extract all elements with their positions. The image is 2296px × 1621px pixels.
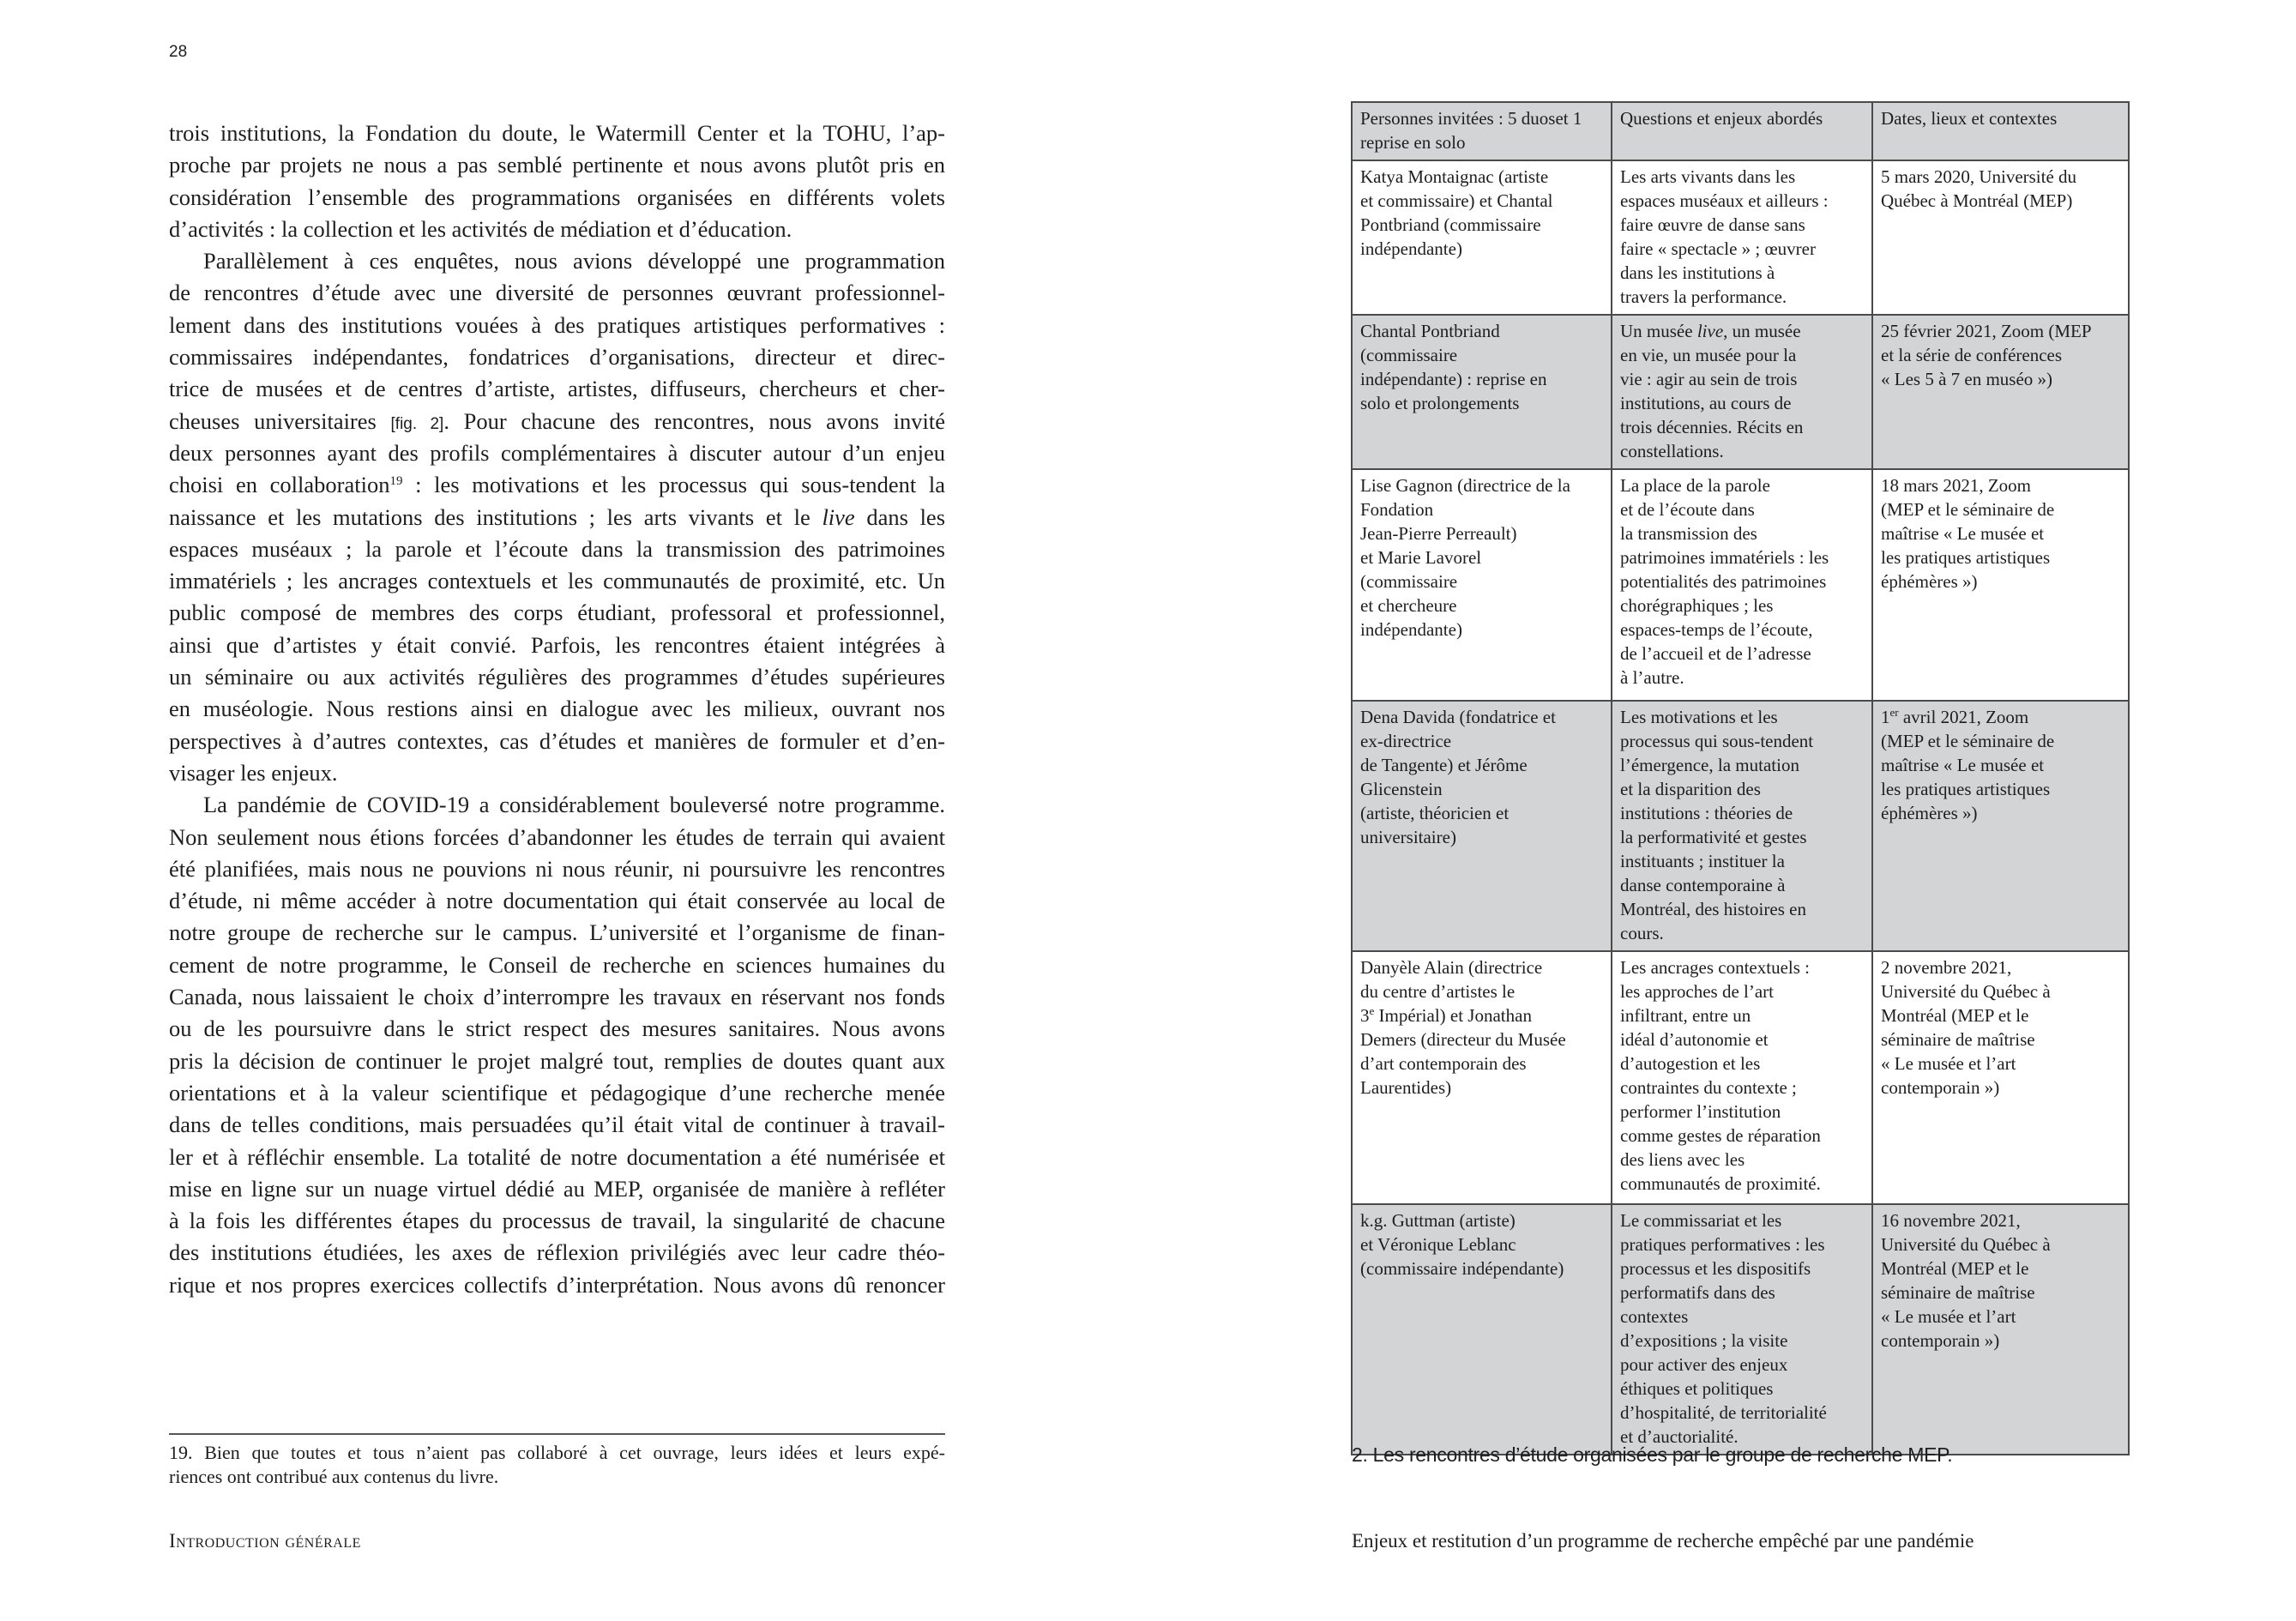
cell-line: Fondation xyxy=(1360,499,1434,520)
body-line xyxy=(169,502,945,533)
body-text-run: naissance et les mutations des institutions ; les arts vivants et le xyxy=(169,503,823,530)
cell-line: contemporain ») xyxy=(1881,1077,2000,1098)
cell-dates xyxy=(1872,315,2129,469)
body-line: public composé de membres des corps étudiant, professoral et professionnel, xyxy=(169,600,945,626)
cell-line: en vie, un musée pour la xyxy=(1620,345,1797,365)
cell-line: faire œuvre de danse sans xyxy=(1620,214,1805,235)
cell-guests xyxy=(1352,469,1612,701)
body-text-run: choisi en collaboration xyxy=(169,472,390,498)
table-row xyxy=(1352,701,2129,951)
cell-line: et Véronique Leblanc xyxy=(1360,1234,1516,1255)
cell-line: du centre d’artistes le xyxy=(1360,981,1516,1002)
table-header-row xyxy=(1352,102,2129,160)
cell-line: Les ancrages contextuels : xyxy=(1620,957,1810,978)
cell-guests xyxy=(1352,701,1612,951)
cell-line: Les arts vivants dans les xyxy=(1620,166,1796,187)
body-line: immatériels ; les ancrages contextuels et les communautés de proximité, etc. Un xyxy=(169,568,945,594)
footnote-line: riences ont contribué aux contenus du livre. xyxy=(169,1466,499,1487)
cell-line: communautés de proximité. xyxy=(1620,1173,1821,1194)
cell-line: 5 mars 2020, Université du xyxy=(1881,166,2077,187)
cell-line: à l’autre. xyxy=(1620,667,1684,688)
italic-term: live xyxy=(822,503,855,530)
cell-line: idéal d’autonomie et xyxy=(1620,1029,1769,1050)
body-line: trois institutions, la Fondation du doute, le Watermill Center et la TOHU, l’ap- xyxy=(169,120,945,146)
cell-line: maîtrise « Le musée et xyxy=(1881,523,2045,544)
cell-line: processus qui sous-tendent xyxy=(1620,731,1814,751)
cell-line: processus et les dispositifs xyxy=(1620,1258,1811,1279)
body-line: trice de musées et de centres d’artiste, artistes, diffuseurs, chercheurs et cher- xyxy=(169,376,945,402)
cell-line: contraintes du contexte ; xyxy=(1620,1077,1797,1098)
body-line: commissaires indépendantes, fondatrices d’organisations, directeur et direc- xyxy=(169,344,945,371)
cell-line: maîtrise « Le musée et xyxy=(1881,755,2045,775)
cell-line: et chercheure xyxy=(1360,595,1457,616)
footnote-divider xyxy=(169,1433,945,1435)
cell-line: séminaire de maîtrise xyxy=(1881,1029,2035,1050)
body-line: ainsi que d’artistes y était convié. Parfois, les rencontres étaient intégrées à xyxy=(169,631,945,658)
body-line: rique et nos propres exercices collectifs d’interprétation. Nous avons dû renoncer xyxy=(169,1271,945,1298)
cell-line: séminaire de maîtrise xyxy=(1881,1282,2035,1303)
cell-line: et la disparition des xyxy=(1620,779,1761,799)
cell-line: (MEP et le séminaire de xyxy=(1881,731,2055,751)
running-footer-right: Enjeux et restitution d’un programme de recherche empêché par une pandémie xyxy=(1352,1530,1974,1552)
header-line: Personnes invitées : 5 duos xyxy=(1360,108,1556,129)
cell-line: Danyèle Alain (directrice xyxy=(1360,957,1543,978)
cell-topics xyxy=(1612,160,1872,315)
cell-line: et la série de conférences xyxy=(1881,345,2063,365)
cell-line: dans les institutions à xyxy=(1620,262,1775,283)
figure-caption: 2. Les rencontres d’étude organisées par le groupe de recherche MEP. xyxy=(1352,1443,1953,1466)
cell-line: et commissaire) et Chantal xyxy=(1360,190,1553,211)
cell-dates xyxy=(1872,469,2129,701)
body-line: de rencontres d’étude avec une diversité de personnes œuvrant professionnel- xyxy=(169,280,945,306)
cell-text-run: , un musée xyxy=(1723,321,1801,341)
body-line: d’activités : la collection et les activités de médiation et d’éducation. xyxy=(169,215,792,242)
body-line: orientations et à la valeur scientifique et pédagogique d’une recherche menée xyxy=(169,1079,945,1106)
body-line: cement de notre programme, le Conseil de recherche en sciences humaines du xyxy=(169,951,945,978)
body-line xyxy=(169,406,945,437)
cell-line: patrimoines immatériels : les xyxy=(1620,547,1829,568)
body-text xyxy=(169,118,945,1301)
body-text-run: cheuses universitaires xyxy=(169,407,391,434)
cell-line: les pratiques artistiques xyxy=(1881,779,2051,799)
cell-line xyxy=(1620,319,1866,343)
header-line: et 1 reprise en solo xyxy=(1360,108,1582,153)
cell-line: (artiste, théoricien et xyxy=(1360,803,1510,823)
cell-line: (commissaire xyxy=(1360,345,1458,365)
cell-line: Montréal (MEP et le xyxy=(1881,1258,2029,1279)
cell-line: éphémères ») xyxy=(1881,571,1978,592)
cell-line: de Tangente) et Jérôme xyxy=(1360,755,1528,775)
figure-reference-link[interactable]: [fig. 2] xyxy=(390,414,444,433)
body-text-run: dans les xyxy=(854,503,946,530)
header-topics xyxy=(1612,102,1872,160)
ordinal-suffix: e xyxy=(1369,1004,1375,1017)
table-row xyxy=(1352,315,2129,469)
cell-line: « Le musée et l’art xyxy=(1881,1306,2016,1327)
cell-line: et de l’écoute dans xyxy=(1620,499,1755,520)
cell-line: vie : agir au sein de trois xyxy=(1620,369,1798,389)
cell-line: infiltrant, entre un xyxy=(1620,1005,1751,1026)
body-line: en muséologie. Nous restions ainsi en dialogue avec les milieux, ouvrant nos xyxy=(169,696,945,722)
body-line: perspectives à d’autres contextes, cas d’études et manières de formuler et d’en- xyxy=(169,727,945,754)
body-line: visager les enjeux. xyxy=(169,759,338,786)
cell-topics xyxy=(1612,1204,1872,1455)
body-line: pris la décision de continuer le projet malgré tout, remplies de doutes quant aux xyxy=(169,1047,945,1074)
italic-term: live xyxy=(1696,321,1724,341)
header-guests xyxy=(1352,102,1612,160)
cell-line: indépendante) xyxy=(1360,238,1462,259)
cell-line: Glicenstein xyxy=(1360,779,1443,799)
cell-line: d’art contemporain des xyxy=(1360,1053,1527,1074)
header-line: Dates, lieux et contextes xyxy=(1881,108,2058,129)
body-line: d’étude, ni même accéder à notre documentation qui était conservée au local de xyxy=(169,888,945,914)
cell-line: potentialités des patrimoines xyxy=(1620,571,1827,592)
cell-line: danse contemporaine à xyxy=(1620,875,1786,895)
page-number: 28 xyxy=(169,43,188,61)
cell-line: 25 février 2021, Zoom (MEP xyxy=(1881,321,2092,341)
cell-line: travers la performance. xyxy=(1620,286,1787,307)
cell-line: 16 novembre 2021, xyxy=(1881,1210,2021,1231)
cell-guests xyxy=(1352,1204,1612,1455)
cell-line: faire « spectacle » ; œuvrer xyxy=(1620,238,1816,259)
body-line: ler et à réfléchir ensemble. La totalité de notre documentation a été numérisée et xyxy=(169,1143,945,1170)
cell-topics xyxy=(1612,315,1872,469)
cell-line: La place de la parole xyxy=(1620,475,1770,496)
cell-line: ex-directrice xyxy=(1360,731,1452,751)
body-line: dans de telles conditions, mais persuadées qu’il était vital de continuer à travail- xyxy=(169,1112,945,1138)
table-row xyxy=(1352,1204,2129,1455)
body-line: La pandémie de COVID-19 a considérablement bouleversé notre programme. xyxy=(203,792,945,818)
body-line: Parallèlement à ces enquêtes, nous avions développé une programmation xyxy=(203,248,945,274)
cell-line: les approches de l’art xyxy=(1620,981,1775,1002)
body-text-run: . Pour chacune des rencontres, nous avons invité xyxy=(443,407,945,434)
body-text-run: : les motivations et les processus qui sous-tendent la xyxy=(402,472,945,498)
cell-line: 2 novembre 2021, xyxy=(1881,957,2012,978)
cell-guests xyxy=(1352,160,1612,315)
body-line: considération l’ensemble des programmations organisées en différents volets xyxy=(169,184,945,210)
table-body xyxy=(1352,160,2129,1455)
cell-guests xyxy=(1352,951,1612,1204)
table-row xyxy=(1352,160,2129,315)
body-line: deux personnes ayant des profils complémentaires à discuter autour d’un enjeu xyxy=(169,439,945,466)
body-line: des institutions étudiées, les axes de réflexion privilégiés avec leur cadre théo- xyxy=(169,1239,945,1266)
cell-line: constellations. xyxy=(1620,441,1724,461)
cell-line: Katya Montaignac (artiste xyxy=(1360,166,1549,187)
cell-line: Québec à Montréal (MEP) xyxy=(1881,190,2073,211)
cell-line: Université du Québec à xyxy=(1881,981,2051,1002)
cell-dates xyxy=(1872,1204,2129,1455)
cell-line: performatifs dans des xyxy=(1620,1282,1775,1303)
cell-line: éthiques et politiques xyxy=(1620,1378,1774,1399)
cell-line: espaces muséaux et ailleurs : xyxy=(1620,190,1829,211)
cell-line: solo et prolongements xyxy=(1360,393,1520,413)
running-footer-left: Introduction générale xyxy=(169,1530,361,1552)
cell-line: trois décennies. Récits en xyxy=(1620,417,1804,437)
cell-line: Jean-Pierre Perreault) xyxy=(1360,523,1517,544)
cell-line: contemporain ») xyxy=(1881,1330,2000,1351)
body-line: mise en ligne sur un nuage virtuel dédié au MEP, organisée de manière à refléter xyxy=(169,1175,945,1202)
cell-line: indépendante) xyxy=(1360,619,1462,640)
cell-guests xyxy=(1352,315,1612,469)
cell-line: 1er avril 2021, Zoom xyxy=(1881,706,2029,727)
cell-line: Le commissariat et les xyxy=(1620,1210,1782,1231)
cell-line: comme gestes de réparation xyxy=(1620,1125,1821,1146)
cell-line: la performativité et gestes xyxy=(1620,827,1807,847)
cell-line: d’autogestion et les xyxy=(1620,1053,1761,1074)
cell-line: d’expositions ; la visite xyxy=(1620,1330,1788,1351)
cell-line: Les motivations et les xyxy=(1620,707,1778,727)
cell-line: universitaire) xyxy=(1360,827,1456,847)
footnote-19 xyxy=(169,1441,945,1489)
body-line: été planifiées, mais nous ne pouvions ni nous réunir, ni poursuivre les rencontres xyxy=(169,855,945,882)
body-line: ou de les poursuivre dans le strict respect des mesures sanitaires. Nous avons xyxy=(169,1015,945,1042)
cell-topics xyxy=(1612,701,1872,951)
body-line: notre groupe de recherche sur le campus. L’université et l’organisme de finan- xyxy=(169,919,945,946)
cell-line: instituants ; instituer la xyxy=(1620,851,1785,871)
cell-line: des liens avec les xyxy=(1620,1149,1745,1170)
header-line: Questions et enjeux abordés xyxy=(1620,108,1823,129)
cell-line: de l’accueil et de l’adresse xyxy=(1620,643,1811,664)
body-line: espaces muséaux ; la parole et l’écoute dans la transmission des patrimoines xyxy=(169,535,945,562)
cell-line: indépendante) : reprise en xyxy=(1360,369,1547,389)
cell-line: Laurentides) xyxy=(1360,1077,1452,1098)
body-line xyxy=(169,469,945,501)
body-line: à la fois les différentes étapes du processus de travail, la singularité de chacune xyxy=(169,1208,945,1234)
cell-line: Dena Davida (fondatrice et xyxy=(1360,707,1556,727)
body-line: Non seulement nous étions forcées d’abandonner les études de terrain qui avaient xyxy=(169,823,945,850)
cell-line: institutions : théories de xyxy=(1620,803,1793,823)
cell-line: pratiques performatives : les xyxy=(1620,1234,1825,1255)
cell-line: et d’auctorialité. xyxy=(1620,1426,1739,1447)
header-dates xyxy=(1872,102,2129,160)
meetings-table-grid xyxy=(1351,101,2130,1455)
cell-line: (MEP et le séminaire de xyxy=(1881,499,2055,520)
cell-dates xyxy=(1872,951,2129,1204)
cell-line: 3e Impérial) et Jonathan xyxy=(1360,1004,1532,1026)
cell-line: la transmission des xyxy=(1620,523,1757,544)
body-line: un séminaire ou aux activités régulières des programmes d’études supérieures xyxy=(169,664,945,690)
cell-line: Université du Québec à xyxy=(1881,1234,2051,1255)
cell-line: « Les 5 à 7 en muséo ») xyxy=(1881,369,2053,389)
table-row xyxy=(1352,951,2129,1204)
body-line: proche par projets ne nous a pas semblé pertinente et nous avons plutôt pris en xyxy=(169,152,945,178)
cell-line: Chantal Pontbriand xyxy=(1360,321,1500,341)
cell-dates xyxy=(1872,701,2129,951)
cell-line: (commissaire xyxy=(1360,571,1458,592)
cell-line: (commissaire indépendante) xyxy=(1360,1258,1564,1279)
cell-topics xyxy=(1612,469,1872,701)
cell-text-run: Un musée xyxy=(1620,321,1697,341)
body-line: lement dans des institutions vouées à des pratiques artistiques performatives : xyxy=(169,311,945,338)
footnote-marker[interactable]: 19 xyxy=(389,474,403,489)
meetings-table xyxy=(1351,101,2128,1455)
cell-dates xyxy=(1872,160,2129,315)
cell-topics xyxy=(1612,951,1872,1204)
cell-line: l’émergence, la mutation xyxy=(1620,755,1799,775)
table-row xyxy=(1352,469,2129,701)
cell-line: institutions, au cours de xyxy=(1620,393,1792,413)
cell-line: Montréal, des histoires en xyxy=(1620,899,1806,919)
cell-line: pour activer des enjeux xyxy=(1620,1354,1788,1375)
body-line: Canada, nous laissaient le choix d’interrompre les travaux en réservant nos fonds xyxy=(169,984,945,1010)
cell-line: d’hospitalité, de territorialité xyxy=(1620,1402,1827,1423)
cell-line: cours. xyxy=(1620,923,1664,943)
cell-line: Demers (directeur du Musée xyxy=(1360,1029,1566,1050)
cell-line: Montréal (MEP et le xyxy=(1881,1005,2029,1026)
cell-line: 18 mars 2021, Zoom xyxy=(1881,475,2031,496)
cell-line: éphémères ») xyxy=(1881,803,1978,823)
cell-line: performer l’institution xyxy=(1620,1101,1781,1122)
cell-line: contextes xyxy=(1620,1306,1689,1327)
cell-line: chorégraphiques ; les xyxy=(1620,595,1774,616)
cell-line: espaces-temps de l’écoute, xyxy=(1620,619,1813,640)
cell-line: les pratiques artistiques xyxy=(1881,547,2051,568)
footnote-line: 19. Bien que toutes et tous n’aient pas collaboré à cet ouvrage, leurs idées et leurs expé- xyxy=(169,1442,945,1463)
cell-line: et Marie Lavorel xyxy=(1360,547,1482,568)
cell-line: Lise Gagnon (directrice de la xyxy=(1360,475,1570,496)
cell-line: k.g. Guttman (artiste) xyxy=(1360,1210,1516,1231)
cell-line: « Le musée et l’art xyxy=(1881,1053,2016,1074)
ordinal-suffix: er xyxy=(1889,706,1899,719)
cell-line: Pontbriand (commissaire xyxy=(1360,214,1541,235)
